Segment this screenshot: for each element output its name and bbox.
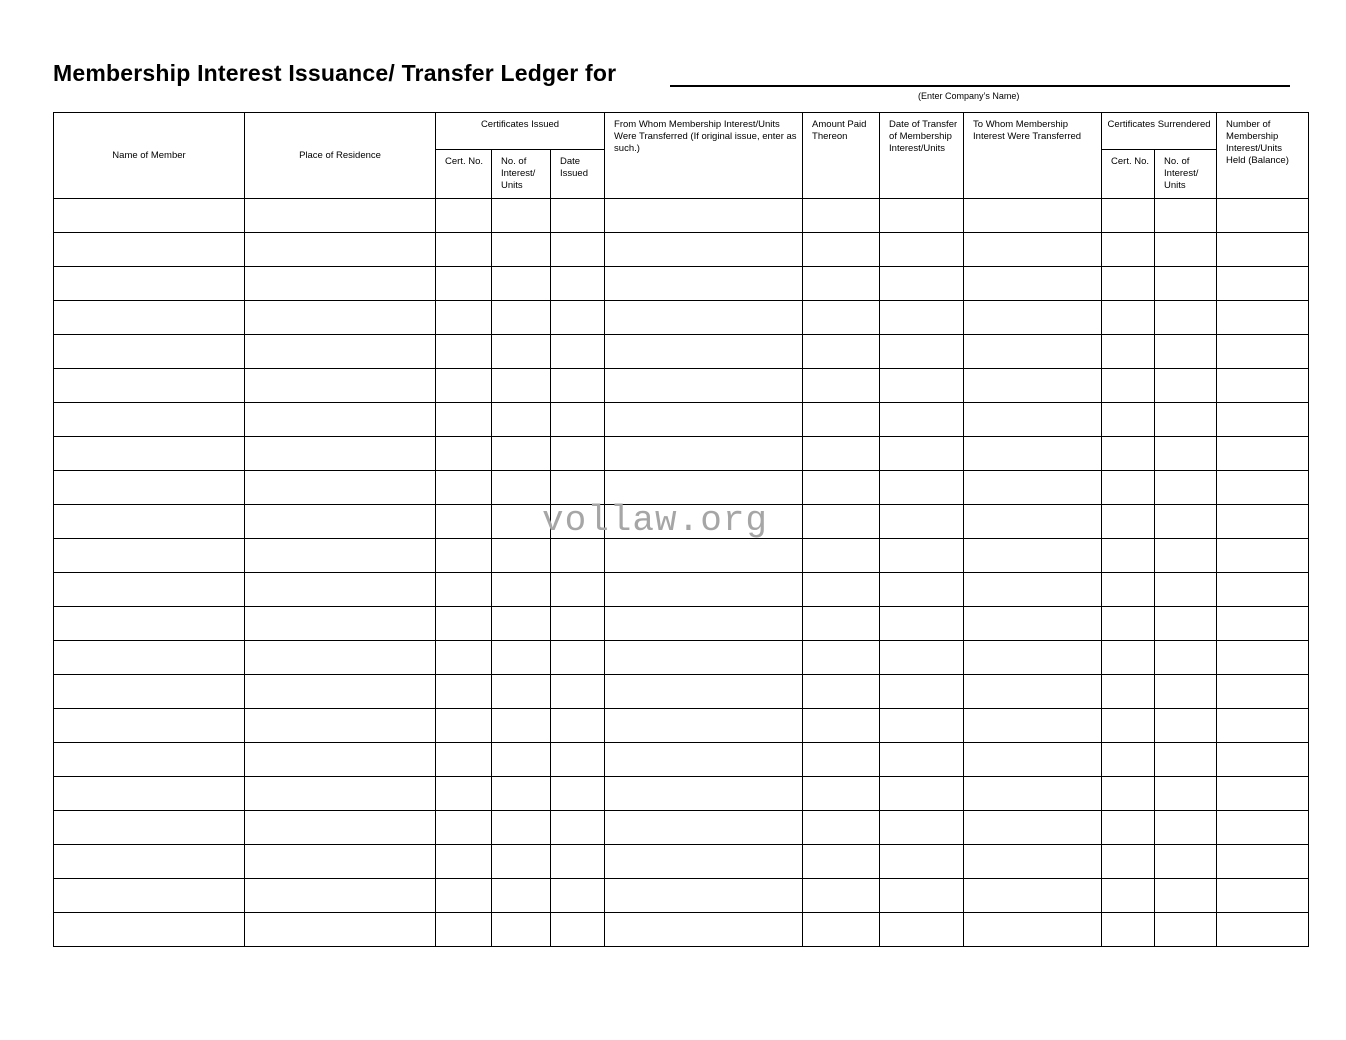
cell-date-issued[interactable] [551, 335, 605, 369]
cell-surrendered-no-of-interest-units[interactable] [1155, 267, 1217, 301]
cell-place-of-residence[interactable] [245, 777, 436, 811]
cell-place-of-residence[interactable] [245, 879, 436, 913]
cell-surrendered-no-of-interest-units[interactable] [1155, 879, 1217, 913]
cell-number-held-balance[interactable] [1217, 369, 1309, 403]
cell-surrendered-no-of-interest-units[interactable] [1155, 845, 1217, 879]
cell-name-of-member[interactable] [54, 403, 245, 437]
cell-amount-paid[interactable] [803, 369, 880, 403]
cell-surrendered-no-of-interest-units[interactable] [1155, 913, 1217, 947]
header-certificates-issued: Certificates Issued [436, 113, 605, 150]
cell-no-of-interest-units[interactable] [492, 335, 551, 369]
cell-cert-no[interactable] [436, 641, 492, 675]
cell-date-issued[interactable] [551, 709, 605, 743]
cell-date-of-transfer[interactable] [880, 777, 964, 811]
ledger-title-block [53, 60, 1303, 101]
cell-surrendered-cert-no[interactable] [1102, 539, 1155, 573]
cell-no-of-interest-units[interactable] [492, 199, 551, 233]
cell-name-of-member[interactable] [54, 471, 245, 505]
cell-from-whom[interactable] [605, 539, 803, 573]
cell-cert-no[interactable] [436, 607, 492, 641]
cell-surrendered-cert-no[interactable] [1102, 437, 1155, 471]
table-row [54, 539, 1309, 573]
cell-name-of-member[interactable] [54, 301, 245, 335]
header-cert-no: Cert. No. [436, 150, 492, 199]
cell-number-held-balance[interactable] [1217, 199, 1309, 233]
table-row [54, 913, 1309, 947]
cell-from-whom[interactable] [605, 335, 803, 369]
cell-amount-paid[interactable] [803, 471, 880, 505]
cell-name-of-member[interactable] [54, 709, 245, 743]
cell-name-of-member[interactable] [54, 879, 245, 913]
cell-surrendered-cert-no[interactable] [1102, 709, 1155, 743]
cell-date-of-transfer[interactable] [880, 437, 964, 471]
cell-number-held-balance[interactable] [1217, 471, 1309, 505]
cell-no-of-interest-units[interactable] [492, 301, 551, 335]
cell-date-of-transfer[interactable] [880, 369, 964, 403]
cell-name-of-member[interactable] [54, 777, 245, 811]
cell-amount-paid[interactable] [803, 913, 880, 947]
header-to-whom: To Whom Membership Interest Were Transferred [964, 113, 1102, 199]
cell-amount-paid[interactable] [803, 199, 880, 233]
cell-name-of-member[interactable] [54, 539, 245, 573]
table-row [54, 301, 1309, 335]
cell-number-held-balance[interactable] [1217, 743, 1309, 777]
cell-cert-no[interactable] [436, 879, 492, 913]
cell-surrendered-no-of-interest-units[interactable] [1155, 505, 1217, 539]
watermark: vollaw.org [542, 500, 769, 541]
cell-amount-paid[interactable] [803, 879, 880, 913]
cell-no-of-interest-units[interactable] [492, 267, 551, 301]
cell-to-whom[interactable] [964, 199, 1102, 233]
cell-date-issued[interactable] [551, 811, 605, 845]
cell-place-of-residence[interactable] [245, 743, 436, 777]
cell-cert-no[interactable] [436, 505, 492, 539]
cell-from-whom[interactable] [605, 879, 803, 913]
cell-surrendered-no-of-interest-units[interactable] [1155, 607, 1217, 641]
cell-date-issued[interactable] [551, 777, 605, 811]
cell-to-whom[interactable] [964, 913, 1102, 947]
cell-cert-no[interactable] [436, 369, 492, 403]
cell-date-of-transfer[interactable] [880, 675, 964, 709]
cell-amount-paid[interactable] [803, 403, 880, 437]
cell-number-held-balance[interactable] [1217, 505, 1309, 539]
cell-from-whom[interactable] [605, 675, 803, 709]
company-name-field[interactable] [670, 85, 1290, 87]
cell-no-of-interest-units[interactable] [492, 913, 551, 947]
table-row [54, 641, 1309, 675]
cell-date-issued[interactable] [551, 573, 605, 607]
cell-surrendered-no-of-interest-units[interactable] [1155, 709, 1217, 743]
cell-number-held-balance[interactable] [1217, 607, 1309, 641]
cell-surrendered-no-of-interest-units[interactable] [1155, 199, 1217, 233]
cell-number-held-balance[interactable] [1217, 641, 1309, 675]
cell-surrendered-cert-no[interactable] [1102, 913, 1155, 947]
cell-date-of-transfer[interactable] [880, 301, 964, 335]
cell-number-held-balance[interactable] [1217, 675, 1309, 709]
cell-place-of-residence[interactable] [245, 539, 436, 573]
cell-number-held-balance[interactable] [1217, 267, 1309, 301]
cell-date-issued[interactable] [551, 539, 605, 573]
cell-cert-no[interactable] [436, 777, 492, 811]
cell-name-of-member[interactable] [54, 607, 245, 641]
header-surrendered-cert-no: Cert. No. [1102, 150, 1155, 199]
cell-surrendered-cert-no[interactable] [1102, 471, 1155, 505]
cell-no-of-interest-units[interactable] [492, 437, 551, 471]
cell-date-issued[interactable] [551, 369, 605, 403]
cell-amount-paid[interactable] [803, 641, 880, 675]
company-name-caption: (Enter Company’s Name) [918, 91, 1020, 101]
header-no-of-interest-units: No. of Interest/ Units [492, 150, 551, 199]
cell-surrendered-cert-no[interactable] [1102, 505, 1155, 539]
cell-date-of-transfer[interactable] [880, 743, 964, 777]
cell-place-of-residence[interactable] [245, 913, 436, 947]
cell-no-of-interest-units[interactable] [492, 743, 551, 777]
cell-amount-paid[interactable] [803, 811, 880, 845]
cell-number-held-balance[interactable] [1217, 403, 1309, 437]
cell-cert-no[interactable] [436, 539, 492, 573]
cell-date-of-transfer[interactable] [880, 845, 964, 879]
cell-number-held-balance[interactable] [1217, 709, 1309, 743]
table-row [54, 335, 1309, 369]
cell-surrendered-cert-no[interactable] [1102, 301, 1155, 335]
cell-cert-no[interactable] [436, 199, 492, 233]
cell-surrendered-no-of-interest-units[interactable] [1155, 471, 1217, 505]
cell-number-held-balance[interactable] [1217, 879, 1309, 913]
cell-name-of-member[interactable] [54, 267, 245, 301]
header-row-1 [54, 113, 1309, 150]
cell-place-of-residence[interactable] [245, 675, 436, 709]
cell-place-of-residence[interactable] [245, 607, 436, 641]
cell-surrendered-cert-no[interactable] [1102, 233, 1155, 267]
cell-surrendered-no-of-interest-units[interactable] [1155, 641, 1217, 675]
cell-from-whom[interactable] [605, 199, 803, 233]
cell-number-held-balance[interactable] [1217, 437, 1309, 471]
table-row [54, 743, 1309, 777]
cell-no-of-interest-units[interactable] [492, 403, 551, 437]
cell-amount-paid[interactable] [803, 709, 880, 743]
cell-date-issued[interactable] [551, 233, 605, 267]
cell-to-whom[interactable] [964, 505, 1102, 539]
cell-number-held-balance[interactable] [1217, 301, 1309, 335]
cell-name-of-member[interactable] [54, 675, 245, 709]
cell-surrendered-cert-no[interactable] [1102, 777, 1155, 811]
cell-amount-paid[interactable] [803, 437, 880, 471]
cell-surrendered-cert-no[interactable] [1102, 675, 1155, 709]
table-row [54, 369, 1309, 403]
cell-to-whom[interactable] [964, 437, 1102, 471]
cell-date-issued[interactable] [551, 845, 605, 879]
cell-to-whom[interactable] [964, 777, 1102, 811]
cell-date-issued[interactable] [551, 641, 605, 675]
cell-name-of-member[interactable] [54, 743, 245, 777]
table-row [54, 607, 1309, 641]
cell-date-of-transfer[interactable] [880, 505, 964, 539]
cell-from-whom[interactable] [605, 267, 803, 301]
cell-date-of-transfer[interactable] [880, 199, 964, 233]
cell-cert-no[interactable] [436, 743, 492, 777]
cell-surrendered-cert-no[interactable] [1102, 199, 1155, 233]
cell-place-of-residence[interactable] [245, 301, 436, 335]
cell-no-of-interest-units[interactable] [492, 811, 551, 845]
cell-from-whom[interactable] [605, 811, 803, 845]
cell-surrendered-no-of-interest-units[interactable] [1155, 233, 1217, 267]
cell-name-of-member[interactable] [54, 199, 245, 233]
header-number-held-balance: Number of Membership Interest/Units Held (Balance) [1217, 113, 1309, 199]
cell-surrendered-cert-no[interactable] [1102, 845, 1155, 879]
cell-number-held-balance[interactable] [1217, 811, 1309, 845]
cell-date-of-transfer[interactable] [880, 641, 964, 675]
cell-number-held-balance[interactable] [1217, 913, 1309, 947]
header-place-of-residence: Place of Residence [245, 113, 436, 199]
table-row [54, 845, 1309, 879]
cell-to-whom[interactable] [964, 641, 1102, 675]
cell-cert-no[interactable] [436, 913, 492, 947]
cell-surrendered-no-of-interest-units[interactable] [1155, 335, 1217, 369]
cell-from-whom[interactable] [605, 573, 803, 607]
cell-surrendered-no-of-interest-units[interactable] [1155, 743, 1217, 777]
cell-cert-no[interactable] [436, 335, 492, 369]
cell-name-of-member[interactable] [54, 335, 245, 369]
cell-date-of-transfer[interactable] [880, 913, 964, 947]
cell-surrendered-cert-no[interactable] [1102, 743, 1155, 777]
cell-from-whom[interactable] [605, 743, 803, 777]
cell-number-held-balance[interactable] [1217, 335, 1309, 369]
cell-date-issued[interactable] [551, 879, 605, 913]
page-title: Membership Interest Issuance/ Transfer Ledger for [53, 60, 617, 86]
cell-place-of-residence[interactable] [245, 335, 436, 369]
cell-name-of-member[interactable] [54, 811, 245, 845]
cell-place-of-residence[interactable] [245, 845, 436, 879]
cell-to-whom[interactable] [964, 301, 1102, 335]
cell-amount-paid[interactable] [803, 675, 880, 709]
cell-date-of-transfer[interactable] [880, 233, 964, 267]
cell-place-of-residence[interactable] [245, 403, 436, 437]
cell-to-whom[interactable] [964, 879, 1102, 913]
cell-cert-no[interactable] [436, 233, 492, 267]
cell-date-of-transfer[interactable] [880, 811, 964, 845]
table-row [54, 777, 1309, 811]
cell-place-of-residence[interactable] [245, 641, 436, 675]
cell-place-of-residence[interactable] [245, 505, 436, 539]
cell-date-of-transfer[interactable] [880, 471, 964, 505]
cell-name-of-member[interactable] [54, 641, 245, 675]
cell-name-of-member[interactable] [54, 437, 245, 471]
cell-date-of-transfer[interactable] [880, 607, 964, 641]
cell-place-of-residence[interactable] [245, 233, 436, 267]
cell-date-issued[interactable] [551, 437, 605, 471]
cell-from-whom[interactable] [605, 777, 803, 811]
cell-surrendered-cert-no[interactable] [1102, 641, 1155, 675]
cell-name-of-member[interactable] [54, 913, 245, 947]
cell-from-whom[interactable] [605, 913, 803, 947]
cell-amount-paid[interactable] [803, 777, 880, 811]
cell-to-whom[interactable] [964, 539, 1102, 573]
cell-name-of-member[interactable] [54, 845, 245, 879]
cell-from-whom[interactable] [605, 845, 803, 879]
cell-cert-no[interactable] [436, 301, 492, 335]
cell-to-whom[interactable] [964, 335, 1102, 369]
cell-amount-paid[interactable] [803, 335, 880, 369]
header-name-of-member: Name of Member [54, 113, 245, 199]
cell-to-whom[interactable] [964, 403, 1102, 437]
cell-cert-no[interactable] [436, 811, 492, 845]
cell-to-whom[interactable] [964, 573, 1102, 607]
cell-amount-paid[interactable] [803, 539, 880, 573]
cell-amount-paid[interactable] [803, 573, 880, 607]
cell-cert-no[interactable] [436, 845, 492, 879]
cell-surrendered-cert-no[interactable] [1102, 267, 1155, 301]
cell-no-of-interest-units[interactable] [492, 233, 551, 267]
cell-place-of-residence[interactable] [245, 369, 436, 403]
cell-date-issued[interactable] [551, 607, 605, 641]
cell-date-of-transfer[interactable] [880, 267, 964, 301]
cell-place-of-residence[interactable] [245, 199, 436, 233]
cell-from-whom[interactable] [605, 369, 803, 403]
cell-from-whom[interactable] [605, 301, 803, 335]
cell-date-of-transfer[interactable] [880, 573, 964, 607]
table-row [54, 573, 1309, 607]
cell-no-of-interest-units[interactable] [492, 539, 551, 573]
cell-no-of-interest-units[interactable] [492, 369, 551, 403]
cell-date-issued[interactable] [551, 743, 605, 777]
cell-to-whom[interactable] [964, 811, 1102, 845]
cell-surrendered-no-of-interest-units[interactable] [1155, 811, 1217, 845]
cell-from-whom[interactable] [605, 403, 803, 437]
cell-no-of-interest-units[interactable] [492, 845, 551, 879]
cell-name-of-member[interactable] [54, 573, 245, 607]
cell-date-of-transfer[interactable] [880, 335, 964, 369]
cell-surrendered-cert-no[interactable] [1102, 573, 1155, 607]
cell-no-of-interest-units[interactable] [492, 573, 551, 607]
cell-no-of-interest-units[interactable] [492, 641, 551, 675]
cell-amount-paid[interactable] [803, 233, 880, 267]
cell-surrendered-no-of-interest-units[interactable] [1155, 403, 1217, 437]
cell-number-held-balance[interactable] [1217, 539, 1309, 573]
cell-amount-paid[interactable] [803, 505, 880, 539]
cell-surrendered-cert-no[interactable] [1102, 369, 1155, 403]
cell-to-whom[interactable] [964, 607, 1102, 641]
cell-surrendered-cert-no[interactable] [1102, 403, 1155, 437]
cell-place-of-residence[interactable] [245, 709, 436, 743]
cell-no-of-interest-units[interactable] [492, 675, 551, 709]
cell-number-held-balance[interactable] [1217, 845, 1309, 879]
cell-surrendered-cert-no[interactable] [1102, 335, 1155, 369]
cell-date-issued[interactable] [551, 403, 605, 437]
cell-date-issued[interactable] [551, 913, 605, 947]
cell-to-whom[interactable] [964, 267, 1102, 301]
header-surrendered-no-of-interest-units: No. of Interest/ Units [1155, 150, 1217, 199]
cell-place-of-residence[interactable] [245, 811, 436, 845]
table-row [54, 437, 1309, 471]
cell-surrendered-no-of-interest-units[interactable] [1155, 539, 1217, 573]
cell-cert-no[interactable] [436, 437, 492, 471]
cell-no-of-interest-units[interactable] [492, 607, 551, 641]
cell-place-of-residence[interactable] [245, 573, 436, 607]
cell-to-whom[interactable] [964, 845, 1102, 879]
cell-number-held-balance[interactable] [1217, 573, 1309, 607]
cell-to-whom[interactable] [964, 709, 1102, 743]
cell-from-whom[interactable] [605, 709, 803, 743]
cell-surrendered-cert-no[interactable] [1102, 811, 1155, 845]
cell-surrendered-cert-no[interactable] [1102, 879, 1155, 913]
cell-surrendered-no-of-interest-units[interactable] [1155, 777, 1217, 811]
table-row [54, 199, 1309, 233]
cell-date-issued[interactable] [551, 199, 605, 233]
cell-no-of-interest-units[interactable] [492, 777, 551, 811]
cell-cert-no[interactable] [436, 403, 492, 437]
cell-no-of-interest-units[interactable] [492, 879, 551, 913]
table-row [54, 709, 1309, 743]
cell-amount-paid[interactable] [803, 607, 880, 641]
cell-to-whom[interactable] [964, 369, 1102, 403]
cell-amount-paid[interactable] [803, 301, 880, 335]
header-date-of-transfer: Date of Transfer of Membership Interest/Units [880, 113, 964, 199]
header-certificates-surrendered: Certificates Surrendered [1102, 113, 1217, 150]
cell-date-of-transfer[interactable] [880, 879, 964, 913]
cell-number-held-balance[interactable] [1217, 233, 1309, 267]
cell-date-of-transfer[interactable] [880, 709, 964, 743]
cell-date-of-transfer[interactable] [880, 403, 964, 437]
cell-date-issued[interactable] [551, 675, 605, 709]
cell-cert-no[interactable] [436, 675, 492, 709]
cell-from-whom[interactable] [605, 437, 803, 471]
cell-name-of-member[interactable] [54, 233, 245, 267]
cell-surrendered-no-of-interest-units[interactable] [1155, 675, 1217, 709]
cell-amount-paid[interactable] [803, 267, 880, 301]
cell-name-of-member[interactable] [54, 505, 245, 539]
cell-date-of-transfer[interactable] [880, 539, 964, 573]
cell-cert-no[interactable] [436, 709, 492, 743]
cell-no-of-interest-units[interactable] [492, 709, 551, 743]
cell-to-whom[interactable] [964, 471, 1102, 505]
cell-surrendered-no-of-interest-units[interactable] [1155, 573, 1217, 607]
cell-place-of-residence[interactable] [245, 267, 436, 301]
header-date-issued: Date Issued [551, 150, 605, 199]
cell-to-whom[interactable] [964, 233, 1102, 267]
cell-to-whom[interactable] [964, 743, 1102, 777]
cell-place-of-residence[interactable] [245, 437, 436, 471]
cell-amount-paid[interactable] [803, 743, 880, 777]
cell-from-whom[interactable] [605, 233, 803, 267]
cell-number-held-balance[interactable] [1217, 777, 1309, 811]
table-row [54, 879, 1309, 913]
table-row [54, 811, 1309, 845]
cell-surrendered-no-of-interest-units[interactable] [1155, 437, 1217, 471]
header-amount-paid: Amount Paid Thereon [803, 113, 880, 199]
table-row [54, 403, 1309, 437]
table-row [54, 233, 1309, 267]
table-row [54, 267, 1309, 301]
cell-place-of-residence[interactable] [245, 471, 436, 505]
cell-amount-paid[interactable] [803, 845, 880, 879]
cell-name-of-member[interactable] [54, 369, 245, 403]
cell-cert-no[interactable] [436, 471, 492, 505]
cell-from-whom[interactable] [605, 607, 803, 641]
table-row [54, 675, 1309, 709]
cell-surrendered-no-of-interest-units[interactable] [1155, 301, 1217, 335]
cell-to-whom[interactable] [964, 675, 1102, 709]
header-from-whom: From Whom Membership Interest/Units Were Transferred (If original issue, enter as such.) [605, 113, 803, 199]
cell-date-issued[interactable] [551, 267, 605, 301]
cell-from-whom[interactable] [605, 641, 803, 675]
cell-cert-no[interactable] [436, 267, 492, 301]
cell-date-issued[interactable] [551, 301, 605, 335]
cell-surrendered-no-of-interest-units[interactable] [1155, 369, 1217, 403]
cell-cert-no[interactable] [436, 573, 492, 607]
cell-surrendered-cert-no[interactable] [1102, 607, 1155, 641]
